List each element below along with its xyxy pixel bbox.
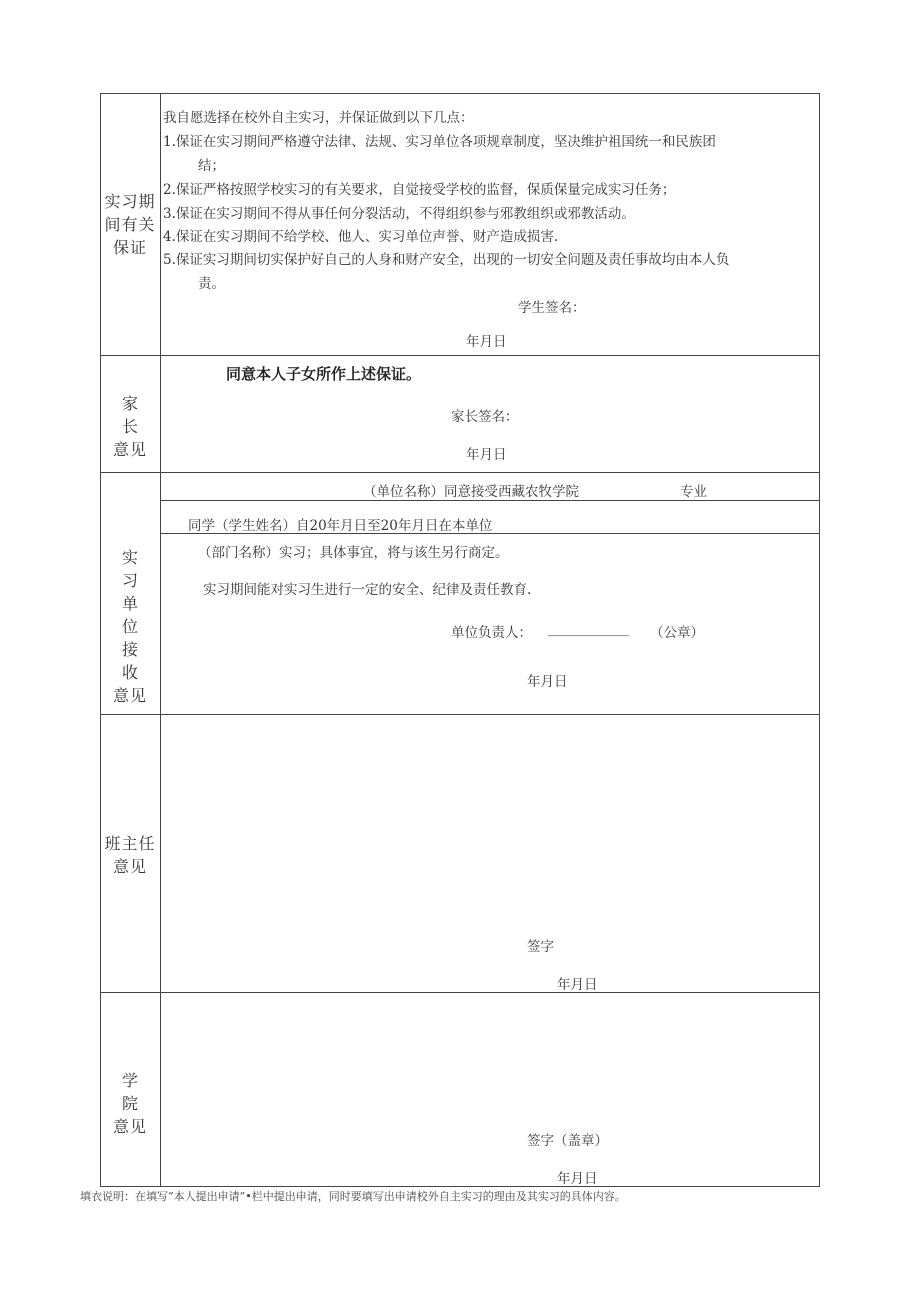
guarantee-item-1-cont: 结；	[198, 158, 225, 174]
teacher-date: 年月日	[557, 977, 598, 993]
teacher-label-line: 班主任	[104, 834, 156, 853]
student-signature-label: 学生签名：	[518, 300, 586, 316]
row-divider-4	[100, 992, 820, 993]
unit-responsible-label: 单位负责人：	[451, 625, 532, 641]
guarantee-item-3: 3.保证在实习期间不得从事任何分裂活动，不得组织参与邪教组织或邪教活动。	[163, 206, 635, 222]
unit-responsible-blank: ____________	[548, 621, 629, 637]
table-top-border	[100, 93, 820, 94]
college-label-line: 意见	[112, 1117, 147, 1136]
guarantee-intro: 我自愿选择在校外自主实习，并保证做到以下几点：	[163, 110, 474, 126]
guarantee-item-1: 1.保证在实习期间严格遵守法律、法规、实习单位各项规章制度，坚决维护祖国统一和民族团	[163, 134, 716, 150]
parent-signature-label: 家长签名：	[451, 409, 519, 425]
unit-department-line: （部门名称）实习；具体事宜，将与该生另行商定。	[198, 545, 509, 561]
teacher-signature-label: 签字	[527, 939, 554, 955]
table-right-border	[819, 93, 820, 1187]
guarantee-item-5: 5.保证实习期间切实保护好自己的人身和财产安全，出现的一切安全问题及责任事故均由本人负	[163, 252, 730, 268]
unit-seal-label: （公章）	[650, 625, 704, 641]
college-signature-label: 签字（盖章）	[527, 1133, 608, 1149]
unit-label-line: 实 习	[121, 548, 146, 590]
guarantee-label-line: 实习期	[104, 192, 156, 211]
unit-label	[100, 546, 160, 707]
unit-name-line: （单位名称）同意接受西藏农牧学院	[363, 484, 579, 500]
parent-label	[100, 392, 160, 461]
parent-label-line: 意见	[112, 440, 147, 459]
unit-major-label: 专业	[680, 484, 707, 500]
row-divider-2	[100, 472, 820, 473]
college-date: 年月日	[557, 1171, 598, 1187]
unit-inner-divider-1	[160, 500, 820, 501]
unit-label-line: 意见	[112, 686, 147, 705]
teacher-label-line: 意见	[112, 857, 147, 876]
guarantee-item-5-cont: 责。	[198, 276, 225, 292]
unit-label-line: 接 收	[121, 640, 146, 682]
guarantee-label-line: 间有关	[104, 215, 156, 234]
guarantee-item-4: 4.保证在实习期间不给学校、他人、实习单位声誉、财产造成损害.	[163, 229, 559, 245]
college-label-line: 学 院	[121, 1071, 148, 1113]
fill-instructions: 填衣说明：在填写”本人提出申请”•栏中提出申请，同时要填写出申请校外自主实习的理由及其实习的具体内容。	[80, 1190, 626, 1203]
column-divider	[160, 93, 161, 1187]
guarantee-label-line: 保证	[112, 238, 147, 257]
guarantee-item-2: 2.保证严格按照学校实习的有关要求，自觉接受学校的监督，保质保量完成实习任务；	[163, 182, 676, 198]
row-divider-3	[100, 714, 820, 715]
guarantee-date: 年月日	[466, 334, 507, 350]
unit-label-line: 单 位	[121, 594, 146, 636]
unit-student-period: 同学（学生姓名）自20年月日至20年月日在本单位	[188, 518, 493, 534]
parent-label-line: 家 长	[121, 394, 146, 436]
unit-date: 年月日	[527, 674, 568, 690]
teacher-label	[100, 832, 160, 878]
unit-education-line: 实习期间能对实习生进行一定的安全、纪律及责任教育.	[203, 582, 532, 598]
row-divider-1	[100, 355, 820, 356]
table-bottom-border	[100, 1186, 820, 1187]
parent-statement: 同意本人子女所作上述保证。	[226, 365, 422, 383]
guarantee-label	[100, 190, 160, 259]
parent-date: 年月日	[466, 447, 507, 463]
college-label	[100, 1069, 160, 1138]
